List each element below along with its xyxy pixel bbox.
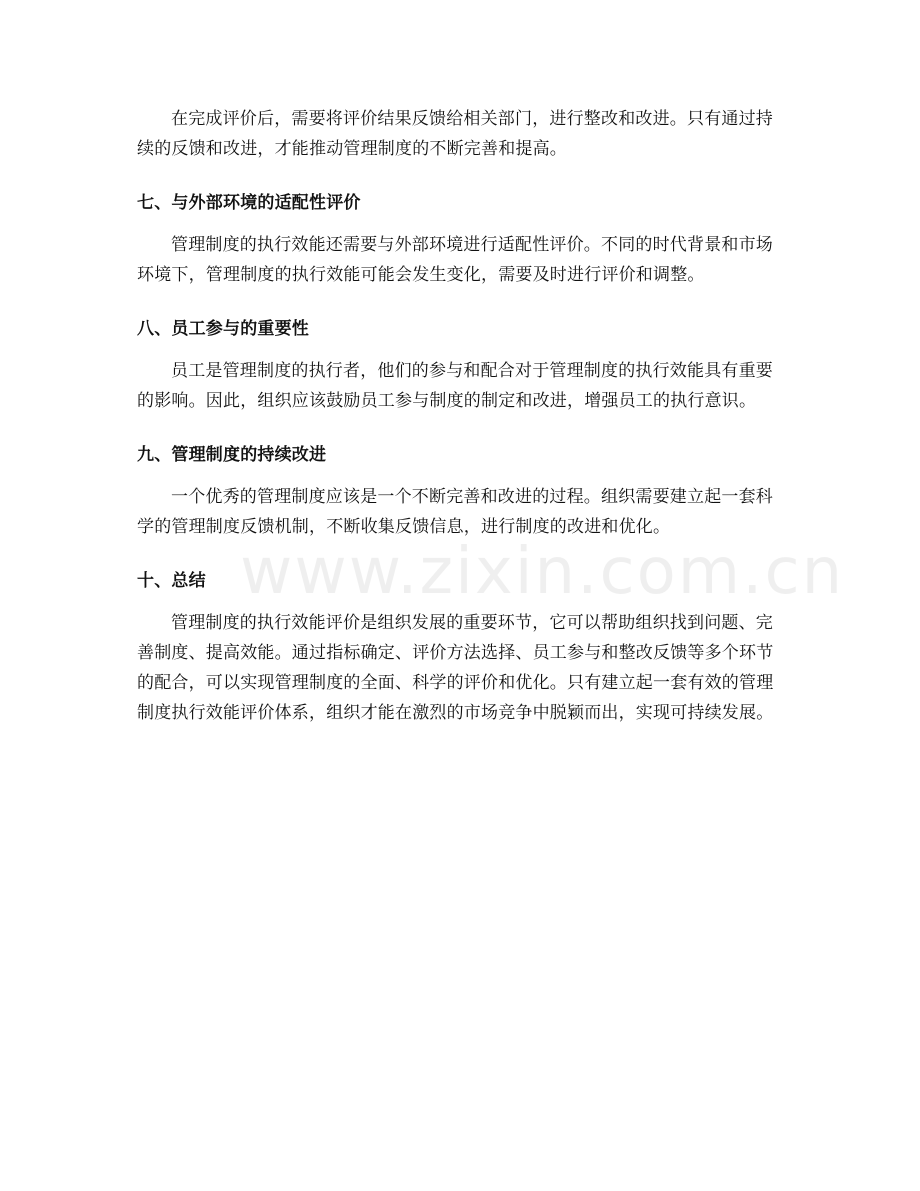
heading-section-9: 九、管理制度的持续改进 [137,445,327,465]
heading-section-10: 十、总结 [137,571,206,591]
paragraph-section-7: 管理制度的执行效能还需要与外部环境进行适配性评价。不同的时代背景和市场环境下，管理制度的执行效能可能会发生变化，需要及时进行评价和调整。 [137,235,773,285]
heading-section-7: 七、与外部环境的适配性评价 [137,193,361,213]
paragraph-section-8: 员工是管理制度的执行者，他们的参与和配合对于管理制度的执行效能具有重要的影响。因此，组织应该鼓励员工参与制度的制定和改进，增强员工的执行意识。 [137,361,773,411]
heading-section-8: 八、员工参与的重要性 [137,319,309,339]
paragraph-section-10: 管理制度的执行效能评价是组织发展的重要环节，它可以帮助组织找到问题、完善制度、提高效能。通过指标确定、评价方法选择、员工参与和整改反馈等多个环节的配合，可以实现管理制度的全面、科学的评价和优化。只有建立起一套有效的管理制度执行效能评价体系，组织才能在激烈的市场竞争中脱颖而出，实现可持续发展。 [137,613,774,723]
watermark: www.zixin.com.cn [240,535,845,609]
paragraph-section-9: 一个优秀的管理制度应该是一个不断完善和改进的过程。组织需要建立起一套科学的管理制度反馈机制，不断收集反馈信息，进行制度的改进和优化。 [137,487,773,537]
paragraph-feedback: 在完成评价后，需要将评价结果反馈给相关部门，进行整改和改进。只有通过持续的反馈和改进，才能推动管理制度的不断完善和提高。 [137,109,773,159]
document-page [137,104,785,728]
